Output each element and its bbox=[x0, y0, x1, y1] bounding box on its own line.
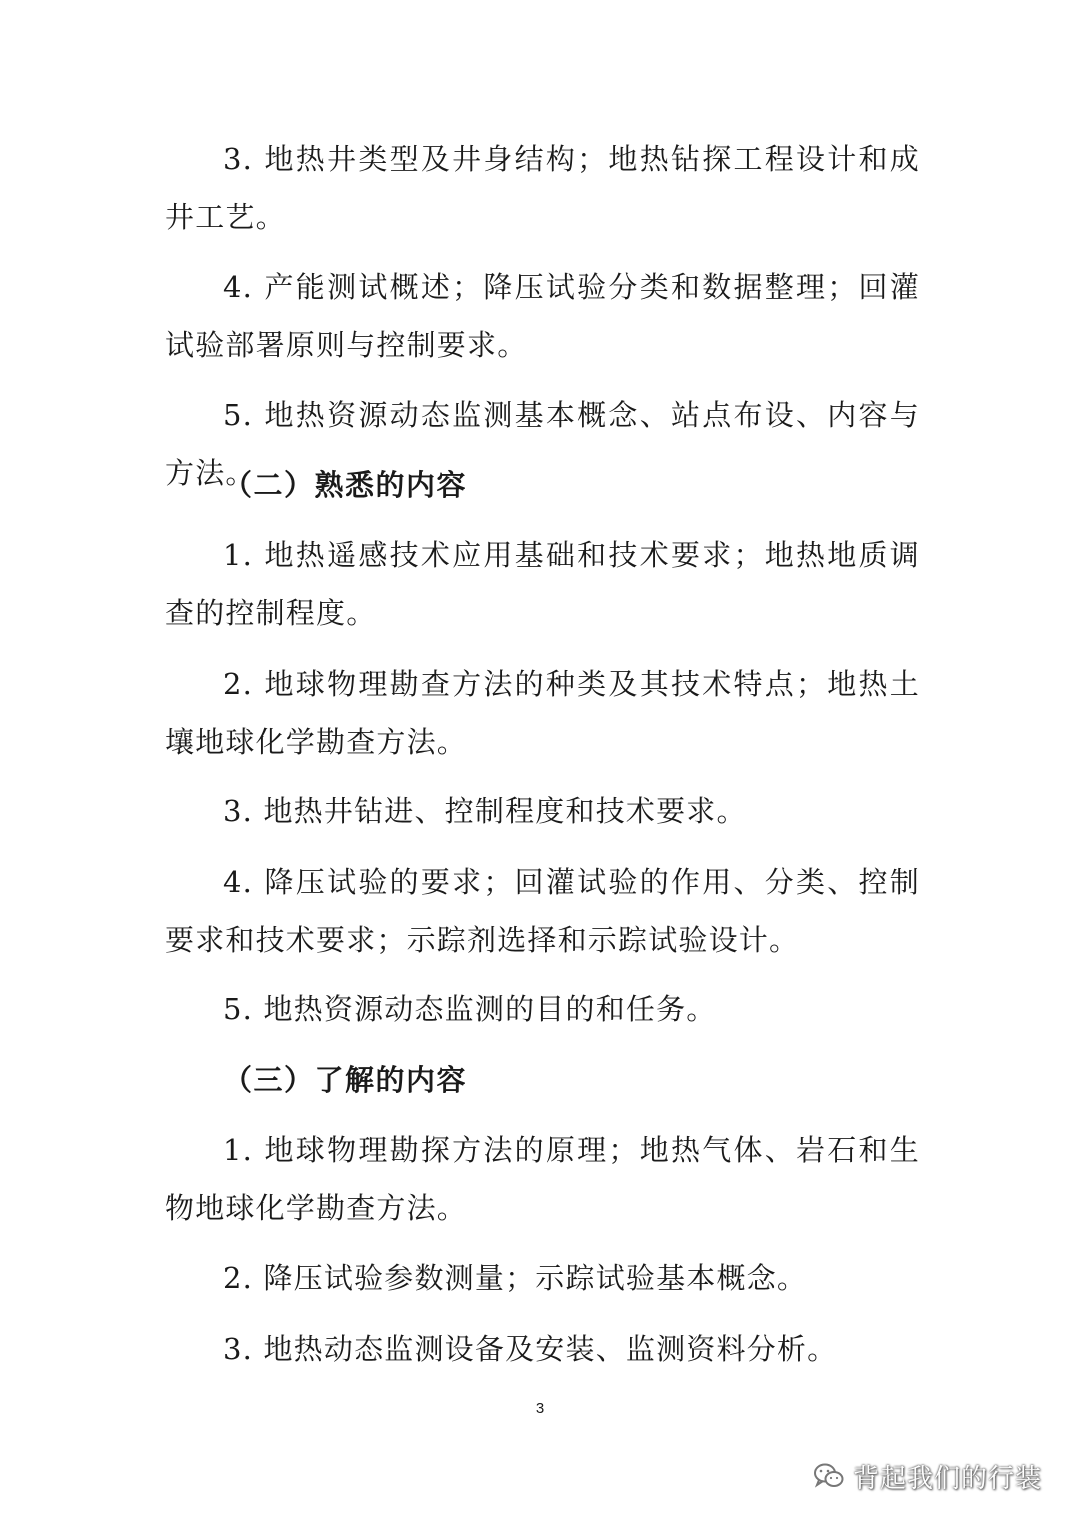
paragraph: 2. 地球物理勘查方法的种类及其技术特点；地热土壤地球化学勘查方法。 bbox=[165, 667, 920, 759]
paragraph: 2. 降压试验参数测量；示踪试验基本概念。 bbox=[223, 1261, 808, 1295]
paragraph: 3. 地热动态监测设备及安装、监测资料分析。 bbox=[223, 1332, 838, 1366]
paragraph: 1. 地球物理勘探方法的原理；地热气体、岩石和生物地球化学勘查方法。 bbox=[165, 1133, 920, 1225]
paragraph: 5. 地热资源动态监测基本概念、站点布设、内容与方法。 bbox=[165, 398, 920, 490]
paragraph: 1. 地热遥感技术应用基础和技术要求；地热地质调查的控制程度。 bbox=[165, 538, 920, 630]
section-heading: （三）了解的内容 bbox=[223, 1063, 468, 1097]
paragraph: 4. 产能测试概述；降压试验分类和数据整理；回灌试验部署原则与控制要求。 bbox=[165, 270, 920, 362]
page-number: 3 bbox=[535, 1400, 545, 1417]
paragraph: 3. 地热井类型及井身结构；地热钻探工程设计和成井工艺。 bbox=[165, 142, 920, 234]
paragraph: 4. 降压试验的要求；回灌试验的作用、分类、控制要求和技术要求；示踪剂选择和示踪试验设计。 bbox=[165, 865, 920, 957]
wechat-logo-icon bbox=[813, 1462, 845, 1490]
paragraph: 3. 地热井钻进、控制程度和技术要求。 bbox=[223, 794, 747, 828]
watermark-text: 背起我们的行装 bbox=[852, 1463, 1042, 1494]
section-heading: （二）熟悉的内容 bbox=[223, 468, 468, 502]
paragraph: 5. 地热资源动态监测的目的和任务。 bbox=[223, 992, 717, 1026]
watermark bbox=[813, 1456, 1042, 1496]
